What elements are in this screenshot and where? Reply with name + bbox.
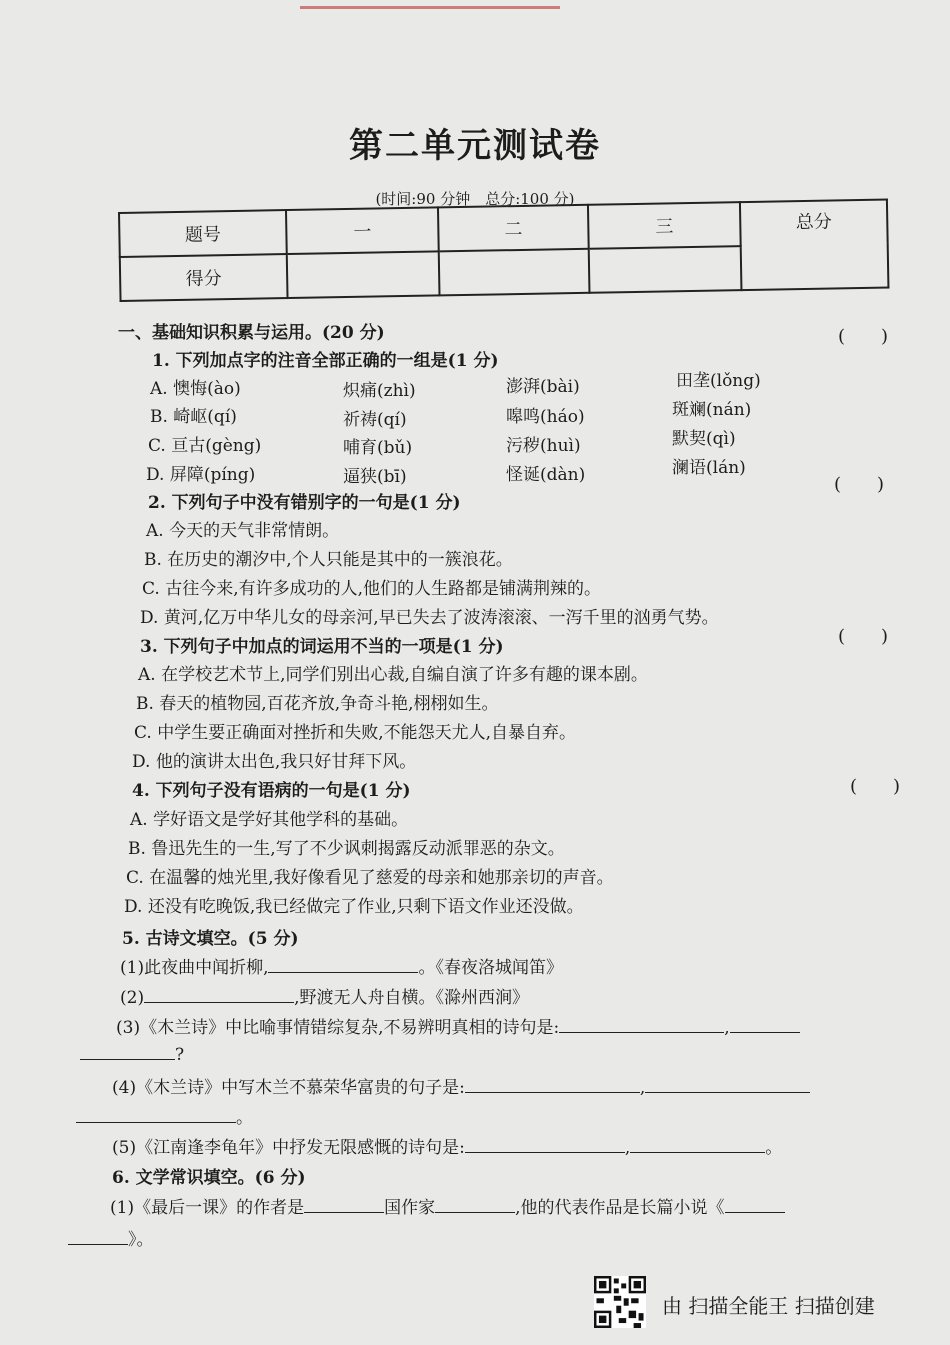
q3-option-d: D. 他的演讲太出色,我只好甘拜下风。	[132, 752, 417, 772]
q2-stem: 2. 下列句子中没有错别字的一句是(1 分)	[148, 493, 461, 513]
q1-b-1: B. 崎岖(qí)	[150, 407, 237, 427]
q5-item-3-post: ?	[175, 1045, 185, 1065]
q4-option-c: C. 在温馨的烛光里,我好像看见了慈爱的母亲和她那亲切的声音。	[126, 868, 614, 888]
q5-item-4-post: 。	[236, 1108, 253, 1128]
q6-item-1-c: ,他的代表作品是长篇小说《	[515, 1198, 725, 1218]
qr-code-icon	[594, 1276, 646, 1328]
score-row-label: 得分	[120, 254, 288, 301]
q6-nationality-blank[interactable]	[435, 1196, 515, 1213]
score-cell-3[interactable]	[589, 246, 742, 293]
q5-item-5: (5)《江南逢李龟年》中抒发无限感慨的诗句是: , 。	[112, 1138, 783, 1158]
q3-option-a: A. 在学校艺术节上,同学们别出心裁,自编自演了许多有趣的课本剧。	[138, 665, 648, 685]
q1-c-4: 默契(qì)	[672, 429, 736, 449]
exam-subtitle: (时间:90 分钟 总分:100 分)	[375, 190, 575, 208]
q1-d-3: 怪诞(dàn)	[506, 465, 586, 485]
score-cell-1[interactable]	[287, 251, 440, 298]
q1-b-2: 祈祷(qí)	[343, 410, 407, 430]
q2-option-b: B. 在历史的潮汐中,个人只能是其中的一簇浪花。	[144, 550, 513, 570]
q6-item-1-b: 国作家	[384, 1198, 436, 1218]
q1-d-4: 澜语(lán)	[672, 458, 746, 478]
q1-stem-text: 1. 下列加点字的注音全部正确的一组是(1 分)	[152, 351, 499, 371]
q1-c-1: C. 亘古(gèng)	[148, 436, 262, 456]
q5-item-4-cont	[76, 1103, 253, 1128]
q1-answer-paren[interactable]: ( )	[838, 326, 889, 347]
section-heading: 一、基础知识积累与运用。(20 分)	[118, 323, 385, 343]
q1-stem	[152, 346, 499, 371]
q5-item-1-post: 。《春夜洛城闻笛》	[418, 958, 563, 978]
q5-item-5-blank-b[interactable]	[630, 1136, 765, 1153]
q1-c-2: 哺育(bǔ)	[343, 438, 413, 458]
q1-d-2: 逼狭(bī)	[343, 467, 407, 487]
page-title: 第二单元测试卷	[349, 126, 601, 166]
q5-item-4-blank-a[interactable]	[465, 1076, 640, 1093]
q2-option-d: D. 黄河,亿万中华儿女的母亲河,早已失去了波涛滚滚、一泻千里的汹勇气势。	[140, 608, 719, 628]
q1-d-1: D. 屏障(píng)	[146, 465, 256, 485]
top-edge-mark	[300, 6, 560, 9]
q3-answer-paren[interactable]: ( )	[838, 626, 889, 647]
q1-a-3: 澎湃(bài)	[506, 377, 580, 397]
q5-item-5-blank-a[interactable]	[465, 1136, 625, 1153]
q6-item-1-cont	[68, 1225, 154, 1250]
q6-novel-blank-b[interactable]	[68, 1228, 128, 1245]
q5-item-2-post: ,野渡无人舟自横。《滁州西涧》	[294, 988, 529, 1008]
score-cell-2[interactable]	[439, 249, 590, 296]
q6-stem: 6. 文学常识填空。(6 分)	[112, 1168, 306, 1188]
q5-item-2-blank[interactable]	[144, 986, 294, 1003]
q5-item-5-post: 。	[765, 1138, 783, 1158]
q5-item-3-blank-b[interactable]	[730, 1016, 800, 1033]
q5-stem: 5. 古诗文填空。(5 分)	[122, 929, 299, 949]
q2-option-c: C. 古往今来,有许多成功的人,他们的人生路都是铺满荆辣的。	[142, 579, 602, 599]
q3-stem: 3. 下列句子中加点的词运用不当的一项是(1 分)	[140, 637, 504, 657]
q1-b-4: 斑斓(nán)	[672, 400, 752, 420]
score-header-3: 三	[588, 202, 741, 249]
q4-answer-paren[interactable]: ( )	[850, 776, 901, 797]
q5-item-3-blank-a[interactable]	[559, 1016, 724, 1033]
q1-a-4: 田垄(lǒng)	[676, 371, 761, 391]
q5-item-3-pre: (3)《木兰诗》中比喻事情错综复杂,不易辨明真相的诗句是:	[116, 1018, 560, 1038]
q6-item-1	[110, 1193, 785, 1218]
q1-c-3: 污秽(huì)	[506, 436, 581, 456]
q5-item-1-blank[interactable]	[268, 956, 418, 973]
score-header-total: 总分	[740, 200, 889, 291]
scanner-watermark	[590, 1272, 930, 1332]
q1-b-3: 嗥鸣(háo)	[506, 407, 585, 427]
q5-item-3-blank-c[interactable]	[80, 1043, 175, 1060]
q1-a-2: 炽痛(zhì)	[343, 381, 416, 401]
q2-answer-paren[interactable]: ( )	[834, 474, 885, 495]
q5-item-5-pre: (5)《江南逢李龟年》中抒发无限感慨的诗句是:	[112, 1138, 465, 1158]
q4-option-a: A. 学好语文是学好其他学科的基础。	[130, 810, 409, 830]
score-header-1: 一	[286, 207, 439, 254]
q5-item-4-blank-b[interactable]	[645, 1076, 810, 1093]
q5-item-4: (4)《木兰诗》中写木兰不慕荣华富贵的句子是: ,	[112, 1073, 810, 1098]
q5-item-2	[120, 983, 529, 1008]
q6-author-blank[interactable]	[304, 1196, 384, 1213]
q5-item-3: (3)《木兰诗》中比喻事情错综复杂,不易辨明真相的诗句是: ,	[116, 1013, 800, 1038]
score-header-2: 二	[438, 205, 589, 252]
q6-item-1-a: (1)《最后一课》的作者是	[110, 1198, 305, 1218]
q4-option-d: D. 还没有吃晚饭,我已经做完了作业,只剩下语文作业还没做。	[124, 897, 584, 917]
q6-item-1-d: 》。	[128, 1230, 154, 1250]
q3-option-b: B. 春天的植物园,百花齐放,争奇斗艳,栩栩如生。	[136, 694, 499, 714]
q4-option-b: B. 鲁迅先生的一生,写了不少讽刺揭露反动派罪恶的杂文。	[128, 839, 565, 859]
q6-novel-blank-a[interactable]	[725, 1196, 785, 1213]
q5-item-1	[120, 953, 563, 978]
q5-item-4-pre: (4)《木兰诗》中写木兰不慕荣华富贵的句子是:	[112, 1078, 465, 1098]
q2-option-a: A. 今天的天气非常情朗。	[146, 521, 340, 541]
score-header-label: 题号	[119, 210, 287, 257]
q5-item-1-pre: (1)此夜曲中闻折柳,	[120, 958, 269, 978]
scanner-credit-text: 由 扫描全能王 扫描创建	[662, 1294, 875, 1318]
q1-a-1: A. 懊悔(ào)	[150, 379, 241, 399]
q5-item-2-pre: (2)	[120, 988, 145, 1008]
score-table	[118, 199, 889, 302]
q5-item-3-cont	[80, 1043, 184, 1065]
q5-item-4-blank-c[interactable]	[76, 1106, 236, 1123]
q4-stem: 4. 下列句子没有语病的一句是(1 分)	[132, 781, 411, 801]
q3-option-c: C. 中学生要正确面对挫折和失败,不能怨天尤人,自暴自弃。	[134, 723, 577, 743]
